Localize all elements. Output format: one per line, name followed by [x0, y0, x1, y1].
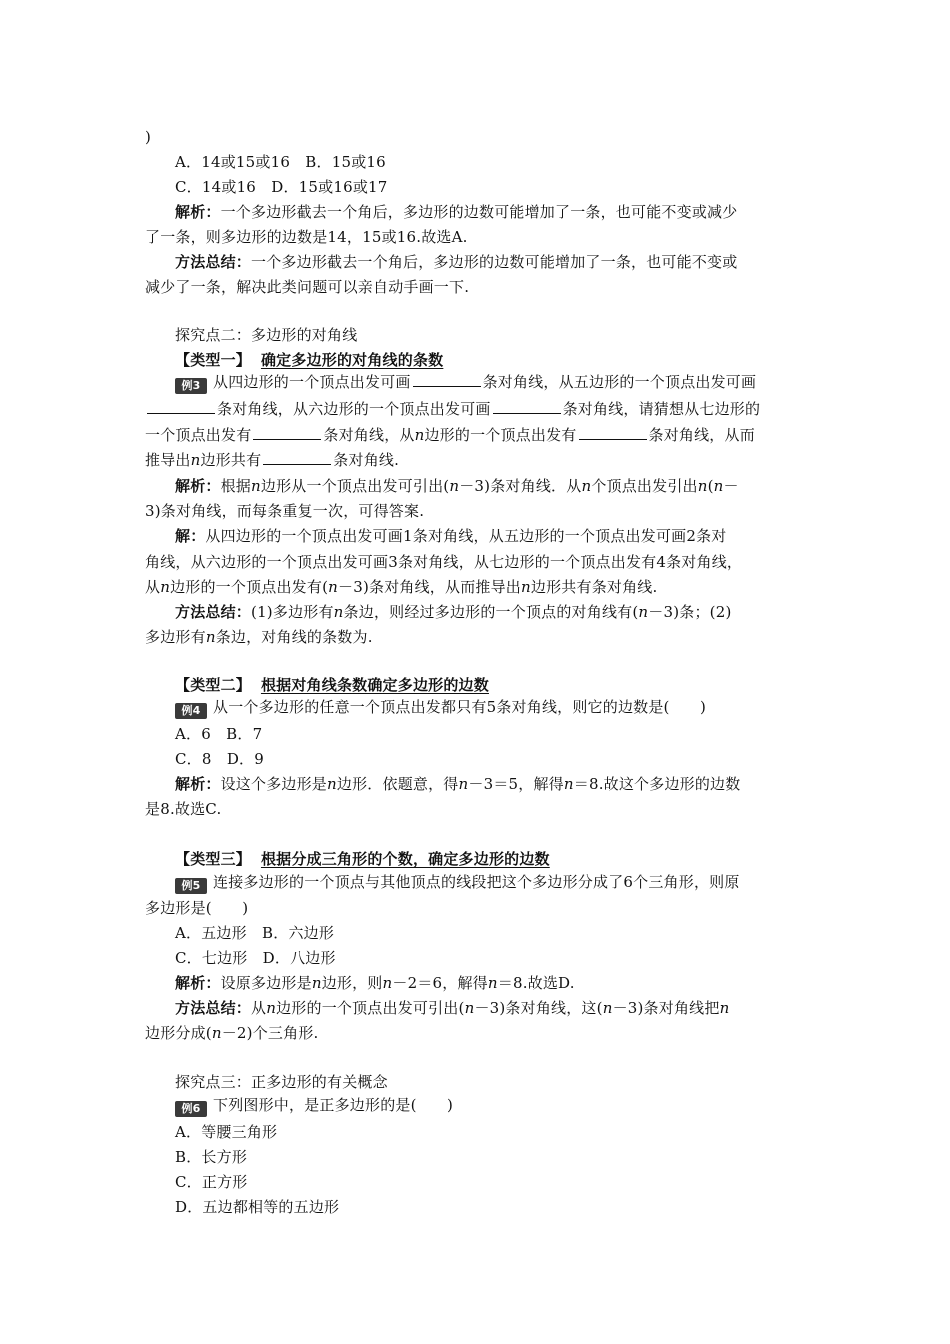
- option-line: C．七边形 D．八边形: [175, 949, 336, 967]
- text: ＝8.故这个多边形的边数: [573, 775, 741, 793]
- summary-label: 方法总结：: [175, 999, 252, 1017]
- variable: n: [638, 603, 649, 621]
- text: 边形．依题意，得: [336, 775, 459, 793]
- text: 一个多边形截去一个角后，多边形的边数可能增加了一条，也可能不变或: [251, 253, 738, 271]
- variable: n: [251, 477, 261, 495]
- type-heading: [175, 673, 810, 697]
- analysis-line: [175, 200, 810, 224]
- text: 条对角线，从五边形的一个顶点出发可画: [482, 373, 757, 391]
- variable: n: [328, 578, 339, 596]
- text: －2)个三角形.: [221, 1024, 319, 1042]
- text-line: ): [145, 128, 152, 146]
- variable: n: [327, 775, 337, 793]
- text: 连接多边形的一个顶点与其他顶点的线段把这个多边形分成了6个三角形，则原: [213, 873, 740, 891]
- answer-blank[interactable]: [413, 372, 481, 387]
- text: 条边，则经过多边形的一个顶点的对角线有(: [343, 603, 639, 621]
- variable: n: [160, 578, 171, 596]
- text-line: [145, 625, 810, 649]
- variable: n: [602, 999, 613, 1017]
- text-line: 角线，从六边形的一个顶点出发可画3条对角线，从七边形的一个顶点出发有4条对角线，: [145, 553, 743, 571]
- text: －3)条对角线，这(: [474, 999, 603, 1017]
- option-line: A．14或15或16 B．15或16: [175, 153, 386, 171]
- question-line: 多边形是( ): [145, 899, 249, 917]
- question-line: [175, 870, 810, 894]
- text: (1)多边形有: [251, 603, 334, 621]
- variable: n: [713, 477, 724, 495]
- text: ＝8.故选D.: [497, 974, 575, 992]
- text-line: [145, 575, 810, 599]
- text: 设这个多边形是: [220, 775, 328, 793]
- text: (: [707, 477, 714, 495]
- summary-line: [175, 600, 810, 624]
- option-line: C．14或16 D．15或16或17: [175, 178, 388, 196]
- answer-blank[interactable]: [493, 399, 561, 414]
- text-line: 3)条对角线，而每条重复一次，可得答案.: [145, 502, 425, 520]
- variable: n: [382, 974, 393, 992]
- text: 边形共有条对角线.: [530, 578, 658, 596]
- variable: n: [449, 477, 460, 495]
- option-line: A．等腰三角形: [175, 1123, 278, 1141]
- text: 个顶点出发引出: [591, 477, 698, 495]
- variable: n: [414, 426, 425, 444]
- text: 设原多边形是: [220, 974, 312, 992]
- text-line: 减少了一条，解决此类问题可以亲自动手画一下.: [145, 278, 470, 296]
- example-badge: 例5: [175, 878, 207, 894]
- variable: n: [311, 974, 322, 992]
- text: －2＝6，解得: [392, 974, 488, 992]
- analysis-line: [175, 772, 810, 796]
- text: 下列图形中，是正多边形的是( ): [213, 1096, 454, 1114]
- text: 条对角线.: [333, 451, 400, 469]
- type-heading: [175, 348, 810, 372]
- text: －3)条对角线把: [612, 999, 720, 1017]
- summary-label: 方法总结：: [175, 253, 252, 271]
- text: 条对角线，从而: [648, 426, 755, 444]
- answer-blank[interactable]: [579, 425, 647, 440]
- analysis-line: [175, 474, 810, 498]
- analysis-line: [175, 971, 810, 995]
- type-heading: [175, 847, 810, 871]
- text: 条边，对角线的条数为.: [215, 628, 373, 646]
- type-title: 确定多边形的对角线的条数: [260, 351, 444, 369]
- question-line: [145, 397, 810, 421]
- summary-line: [175, 996, 810, 1020]
- variable: n: [697, 477, 708, 495]
- text: 条对角线，请猜想从七边形的: [562, 400, 761, 418]
- text: 多边形有: [145, 628, 206, 646]
- text: －3)条对角线，从而推导出: [338, 578, 522, 596]
- question-line: [145, 448, 810, 472]
- example-badge: 例6: [175, 1101, 207, 1117]
- solution-label: 解：: [175, 527, 206, 545]
- analysis-label: 解析：: [175, 477, 221, 495]
- text: 边形共有: [200, 451, 262, 469]
- text: 从一个多边形的任意一个顶点出发都只有5条对角线，则它的边数是( ): [213, 698, 707, 716]
- variable: n: [205, 628, 216, 646]
- section-title: 探究点三：正多边形的有关概念: [175, 1073, 388, 1091]
- question-line: [145, 423, 810, 447]
- type-title: 根据对角线条数确定多边形的边数: [260, 676, 489, 694]
- summary-line: [175, 250, 810, 274]
- variable: n: [211, 1024, 222, 1042]
- type-label: 【类型三】: [175, 850, 252, 868]
- variable: n: [458, 775, 469, 793]
- variable: n: [719, 999, 730, 1017]
- text: 推导出: [145, 451, 191, 469]
- text: 边形从一个顶点出发可引出(: [260, 477, 450, 495]
- analysis-label: 解析：: [175, 974, 221, 992]
- variable: n: [190, 451, 201, 469]
- text-line: 了一条，则多边形的边数是14，15或16.故选A.: [145, 228, 468, 246]
- question-line: [175, 695, 810, 719]
- option-line: A．6 B．7: [175, 725, 263, 743]
- text: －: [723, 477, 739, 495]
- section-title: 探究点二：多边形的对角线: [175, 326, 358, 344]
- option-line: C．8 D．9: [175, 750, 264, 768]
- type-title: 根据分成三角形的个数，确定多边形的边数: [260, 850, 550, 868]
- type-label: 【类型一】: [175, 351, 252, 369]
- text: －3)条；(2): [648, 603, 732, 621]
- question-line: [175, 1093, 810, 1117]
- text: 边形的一个顶点出发可引出(: [276, 999, 465, 1017]
- text: 从四边形的一个顶点出发可画: [213, 373, 411, 391]
- option-line: A．五边形 B．六边形: [175, 924, 335, 942]
- type-label: 【类型二】: [175, 676, 252, 694]
- text: 从四边形的一个顶点出发可画1条对角线，从五边形的一个顶点出发可画2条对: [205, 527, 727, 545]
- summary-label: 方法总结：: [175, 603, 252, 621]
- answer-blank[interactable]: [253, 425, 321, 440]
- text-line: [145, 1021, 810, 1045]
- example-badge: 例4: [175, 703, 207, 719]
- text-line: 是8.故选C.: [145, 800, 222, 818]
- variable: n: [581, 477, 592, 495]
- text: 一个多边形截去一个角后，多边形的边数可能增加了一条，也可能不变或减少: [220, 203, 738, 221]
- text: 边形的一个顶点出发有: [424, 426, 577, 444]
- analysis-label: 解析：: [175, 775, 221, 793]
- question-line: [175, 370, 810, 394]
- example-badge: 例3: [175, 378, 207, 394]
- answer-blank[interactable]: [147, 399, 215, 414]
- text: 边形，则: [321, 974, 383, 992]
- text: 边形的一个顶点出发有(: [170, 578, 329, 596]
- text: 一个顶点出发有: [145, 426, 252, 444]
- option-line: D．五边都相等的五边形: [175, 1198, 340, 1216]
- option-line: C．正方形: [175, 1173, 248, 1191]
- variable: n: [464, 999, 475, 1017]
- solution-line: [175, 524, 810, 548]
- text: 根据: [220, 477, 252, 495]
- variable: n: [521, 578, 531, 596]
- option-line: B．长方形: [175, 1148, 248, 1166]
- analysis-label: 解析：: [175, 203, 221, 221]
- text: 条对角线，从六边形的一个顶点出发可画: [217, 400, 491, 418]
- text: 边形分成(: [145, 1024, 212, 1042]
- text: －3＝5，解得: [468, 775, 564, 793]
- variable: n: [266, 999, 277, 1017]
- variable: n: [487, 974, 498, 992]
- text: 从: [145, 578, 161, 596]
- variable: n: [333, 603, 344, 621]
- text: 条对角线，从: [323, 426, 415, 444]
- variable: n: [563, 775, 574, 793]
- text: 从: [251, 999, 267, 1017]
- answer-blank[interactable]: [263, 450, 331, 465]
- text: －3)条对角线．从: [459, 477, 582, 495]
